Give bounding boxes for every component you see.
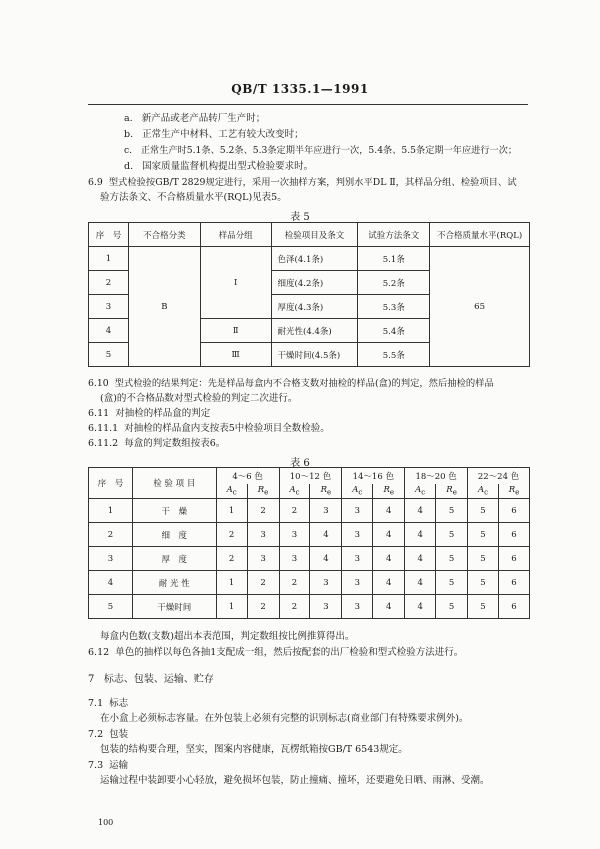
cell-item: 耐 光 性: [132, 571, 216, 595]
cell-ac: 2: [216, 547, 247, 571]
cell-re: 2: [247, 499, 279, 523]
cell-re: 4: [373, 547, 405, 571]
section-7-heading: 7 标志、包装、运输、贮存: [88, 674, 214, 685]
table-row: [89, 595, 530, 619]
cell-seq: 2: [89, 523, 133, 547]
cell-re: 4: [373, 571, 405, 595]
cell-ac: 1: [216, 499, 247, 523]
col-header-ac: $A_c$: [468, 484, 499, 499]
cell-re: 4: [373, 499, 405, 523]
cell-ac: 4: [405, 523, 436, 547]
cell-item: 干燥时间(4.5条): [271, 343, 358, 367]
cell-re: 3: [310, 595, 342, 619]
cell-seq: 2: [89, 271, 129, 295]
cell-ac: 5: [468, 547, 499, 571]
clause-6-10-line1: 6.10 型式检验的结果判定：先是样品每盒内不合格支数对抽检的样品(盒)的判定，然后抽检的样品: [88, 378, 494, 389]
cell-re: 4: [310, 523, 342, 547]
cell-ac: 5: [468, 523, 499, 547]
cell-ac: 2: [279, 571, 310, 595]
cell-re: 6: [498, 595, 529, 619]
col-header-re: $R_e$: [247, 484, 279, 499]
cell-re: 2: [247, 571, 279, 595]
table-6: [88, 467, 530, 619]
table-row: [89, 499, 530, 523]
table-6-body: [89, 499, 530, 619]
cell-ac: 4: [405, 571, 436, 595]
cell-seq: 4: [89, 319, 129, 343]
cell-item: 厚度(4.3条): [271, 295, 358, 319]
cell-seq: 4: [89, 571, 133, 595]
list-item-a: a. 新产品或老产品转厂生产时；: [124, 113, 266, 124]
col-header-item: 检 验 项 目: [132, 468, 216, 499]
col-header-ac: $A_c$: [216, 484, 247, 499]
col-header-re: $R_e$: [498, 484, 529, 499]
cell-ac: 3: [279, 547, 310, 571]
cell-re: 5: [436, 547, 468, 571]
cell-item: 耐光性(4.4条): [271, 319, 358, 343]
list-item-c: c. 正常生产时5.1条、5.2条、5.3条定期半年应进行一次，5.4条、5.5条定期一年应进行一次；: [124, 145, 518, 156]
cell-seq: 5: [89, 595, 133, 619]
cell-item: 厚 度: [132, 547, 216, 571]
cell-ac: 5: [468, 499, 499, 523]
clause-6-11-2: 6.11.2 每盒的判定数组按表6。: [88, 438, 226, 449]
cell-ac: 3: [342, 523, 373, 547]
cell-ac: 3: [279, 523, 310, 547]
cell-re: 4: [373, 523, 405, 547]
cell-re: 3: [247, 547, 279, 571]
cell-re: 6: [498, 499, 529, 523]
cell-group: Ⅰ: [200, 247, 271, 319]
cell-ac: 4: [405, 547, 436, 571]
col-header: 试验方法条文: [358, 223, 430, 247]
cell-ac: 3: [342, 547, 373, 571]
clause-6-9-line1: 6.9 型式检验按GB/T 2829规定进行，采用一次抽样方案，判别水平DL Ⅱ，其样品分组、检验项目、试: [88, 177, 517, 188]
cell-group: Ⅱ: [200, 319, 271, 343]
cell-re: 5: [436, 571, 468, 595]
cell-ac: 5: [468, 595, 499, 619]
cell-ac: 2: [279, 499, 310, 523]
s7-2-body: 包装的结构要合理，坚实，图案内容健康，瓦楞纸箱按GB/T 6543规定。: [100, 744, 408, 755]
cell-method: 5.2条: [358, 271, 430, 295]
page-number: 100: [98, 818, 114, 827]
cell-re: 2: [247, 595, 279, 619]
cell-ac: 1: [216, 571, 247, 595]
table-row: [89, 547, 530, 571]
cell-re: 3: [310, 499, 342, 523]
clause-6-12: 6.12 单色的抽样以每色各抽1支配成一组，然后按配套的出厂检验和型式检验方法进行。: [88, 647, 464, 658]
cell-re: 3: [310, 571, 342, 595]
table-row: [89, 523, 530, 547]
cell-ac: 3: [342, 595, 373, 619]
cell-method: 5.5条: [358, 343, 430, 367]
cell-seq: 5: [89, 343, 129, 367]
cell-method: 5.3条: [358, 295, 430, 319]
table-row: [89, 247, 530, 271]
col-group-header: 10～12 色: [279, 468, 342, 485]
col-header: 不合格质量水平(RQL): [430, 223, 530, 247]
clause-6-10-line2: (盒)的不合格品数对型式检验的判定二次进行。: [100, 393, 298, 404]
cell-ac: 4: [405, 499, 436, 523]
cell-re: 6: [498, 523, 529, 547]
cell-re: 4: [373, 595, 405, 619]
cell-item: 细度(4.2条): [271, 271, 358, 295]
cell-re: 5: [436, 499, 468, 523]
col-group-header: 4～6 色: [216, 468, 279, 485]
cell-item: 干燥时间: [132, 595, 216, 619]
cell-item: 色泽(4.1条): [271, 247, 358, 271]
col-header-ac: $A_c$: [279, 484, 310, 499]
s7-1-body: 在小盒上必须标志容量。在外包装上必须有完整的识别标志(商业部门有特殊要求例外)。: [100, 713, 469, 724]
cell-item: 干 燥: [132, 499, 216, 523]
cell-re: 6: [498, 547, 529, 571]
col-header-ac: $A_c$: [342, 484, 373, 499]
cell-method: 5.4条: [358, 319, 430, 343]
cell-re: 3: [247, 523, 279, 547]
table-5: [88, 222, 530, 367]
list-item-d: d. 国家质量监督机构提出型式检验要求时。: [124, 161, 314, 172]
table5-caption: 表 5: [290, 212, 310, 223]
col-header-ac: $A_c$: [405, 484, 436, 499]
cell-ac: 5: [468, 571, 499, 595]
cell-ac: 4: [405, 595, 436, 619]
cell-ac: 3: [342, 499, 373, 523]
col-header: 检验项目及条文: [271, 223, 358, 247]
cell-re: 5: [436, 523, 468, 547]
page-header: QB/T 1335.1—1991: [231, 82, 369, 96]
clause-6-11-1: 6.11.1 对抽检的样品盒内支按表5中检验项目全数检验。: [88, 423, 330, 434]
s7-3-heading: 7.3 运输: [88, 760, 129, 771]
col-header-seq: 序 号: [89, 468, 133, 499]
col-header-re: $R_e$: [310, 484, 342, 499]
cell-item: 细 度: [132, 523, 216, 547]
col-group-header: 14～16 色: [342, 468, 405, 485]
cell-re: 4: [310, 547, 342, 571]
table6-caption: 表 6: [290, 458, 310, 469]
cell-seq: 3: [89, 547, 133, 571]
note-after-table6: 每盒内色数(支数)超出本表范围，判定数组按比例推算得出。: [100, 631, 355, 642]
cell-re: 5: [436, 595, 468, 619]
cell-ac: 1: [216, 595, 247, 619]
col-header-re: $R_e$: [373, 484, 405, 499]
col-group-header: 22～24 色: [468, 468, 530, 485]
col-header: 序 号: [89, 223, 129, 247]
table-header-row: [89, 223, 530, 247]
table-row: [89, 571, 530, 595]
s7-3-body: 运输过程中装卸要小心轻放，避免损坏包装，防止撞痛、撞坏，还要避免日晒、雨淋、受潮。: [100, 775, 490, 786]
cell-ac: 3: [342, 571, 373, 595]
col-group-header: 18～20 色: [405, 468, 468, 485]
list-item-b: b. 正常生产中材料、工艺有较大改变时；: [124, 129, 304, 140]
cell-seq: 1: [89, 247, 129, 271]
cell-rql: 65: [430, 247, 530, 367]
s7-1-heading: 7.1 标志: [88, 698, 129, 709]
cell-re: 6: [498, 571, 529, 595]
clause-6-11: 6.11 对抽检的样品盒的判定: [88, 408, 211, 419]
cell-seq: 1: [89, 499, 133, 523]
col-header: 不合格分类: [128, 223, 200, 247]
cell-method: 5.1条: [358, 247, 430, 271]
cell-group: Ⅲ: [200, 343, 271, 367]
cell-seq: 3: [89, 295, 129, 319]
col-header-re: $R_e$: [436, 484, 468, 499]
cell-ac: 2: [216, 523, 247, 547]
s7-2-heading: 7.2 包装: [88, 729, 129, 740]
cell-category: B: [128, 247, 200, 367]
header-rule: [88, 104, 528, 105]
table-header-row: [89, 468, 530, 485]
cell-ac: 2: [279, 595, 310, 619]
col-header: 样品分组: [200, 223, 271, 247]
clause-6-9-line2: 验方法条文、不合格质量水平(RQL)见表5。: [100, 192, 287, 203]
